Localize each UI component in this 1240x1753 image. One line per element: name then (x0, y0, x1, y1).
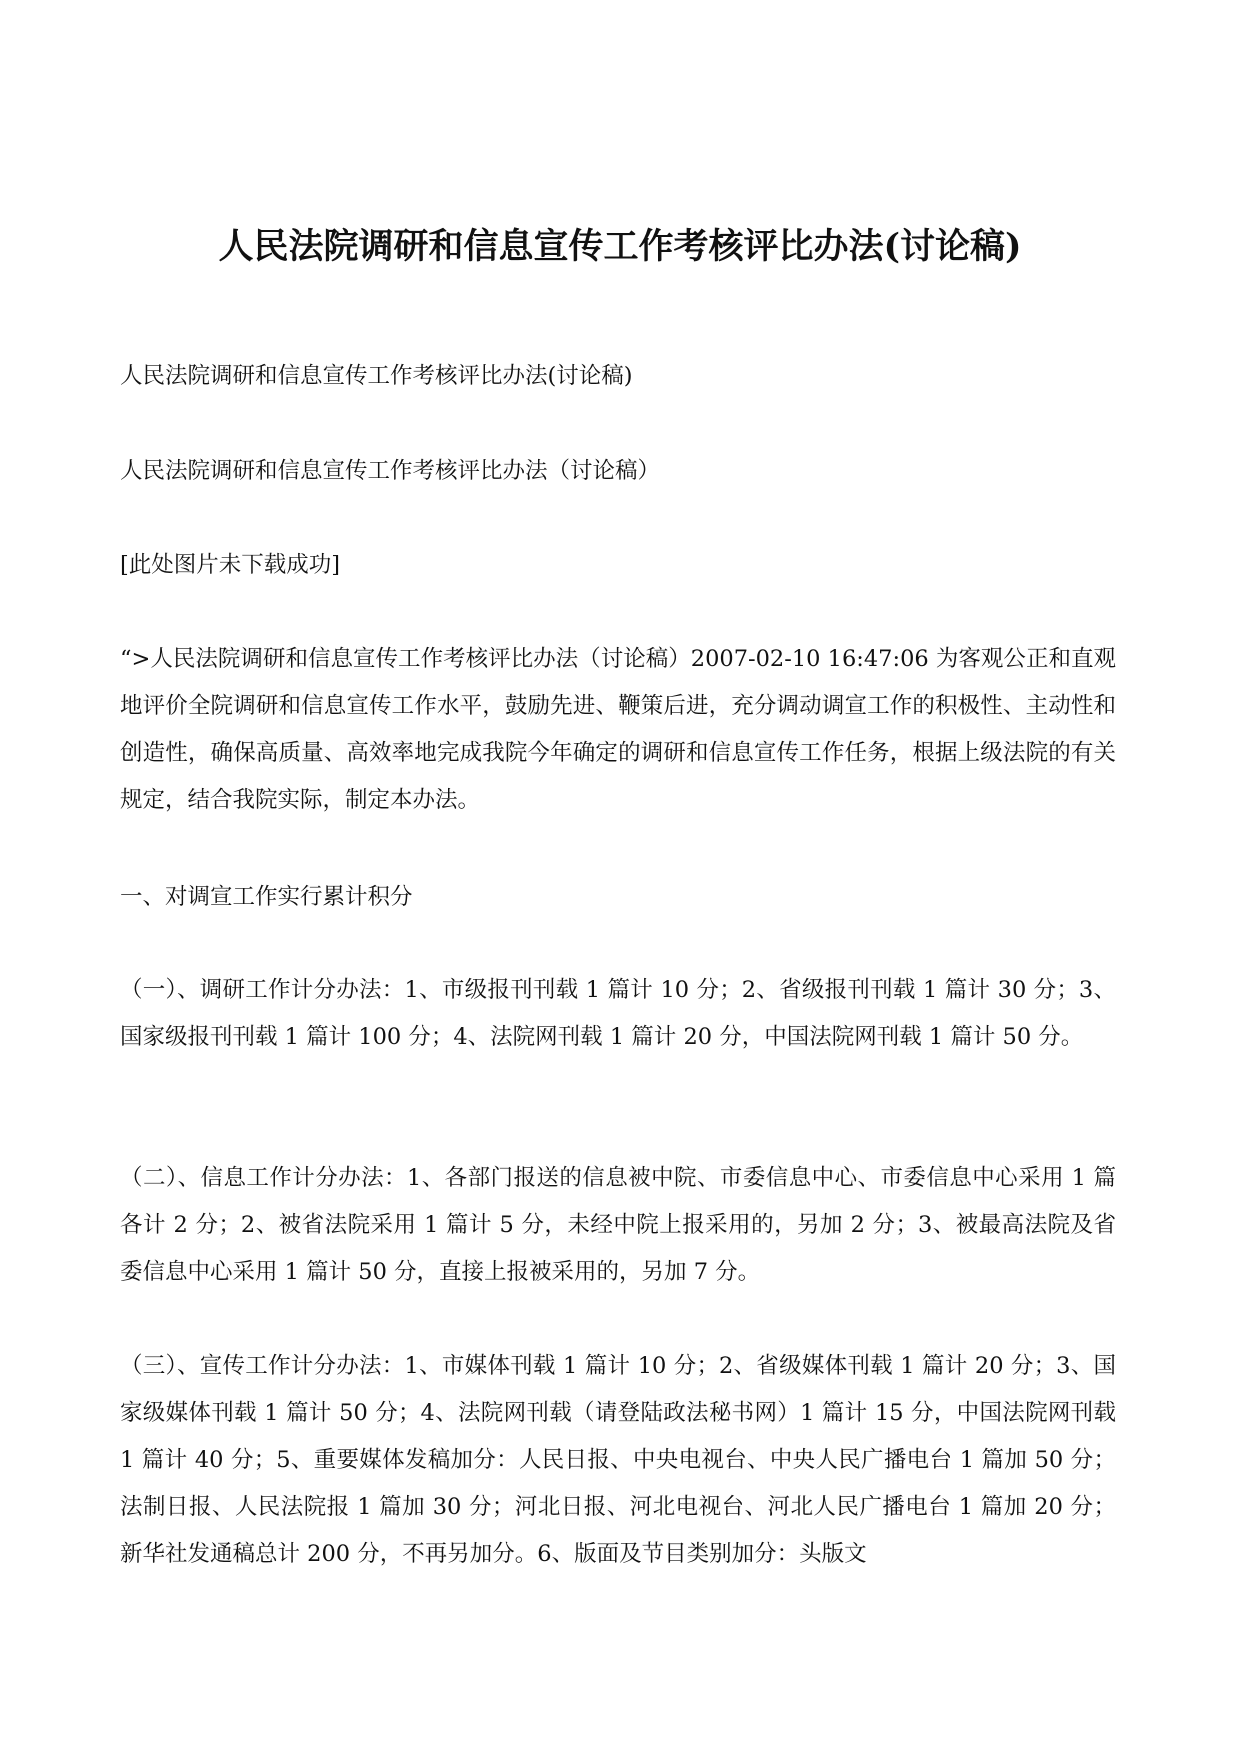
subtitle-line: 人民法院调研和信息宣传工作考核评比办法(讨论稿) (120, 363, 633, 389)
document-title: 人民法院调研和信息宣传工作考核评比办法(讨论稿) (218, 226, 1022, 267)
section-heading: 一、对调宣工作实行累计积分 (120, 884, 413, 910)
research-scoring-paragraph: （一）、调研工作计分办法：1、市级报刊刊载 1 篇计 10 分；2、省级报刊刊载 1 篇计 30 分；3、国家级报刊刊载 1 篇计 100 分；4、法院网刊载 1 篇计 20 分，中国法院网刊载 1 篇计 50 分。 (120, 977, 1116, 1050)
publicity-scoring-paragraph: （三）、宣传工作计分办法：1、市媒体刊载 1 篇计 10 分；2、省级媒体刊载 1 篇计 20 分；3、国家级媒体刊载 1 篇计 50 分；4、法院网刊载（请登陆政法秘书网）1 篇计 15 分，中国法院网刊载 1 篇计 40 分；5、重要媒体发稿加分：人民日报、中央电视台、中央人民广播电台 1 篇加 50 分；法制日报、人民法院报 1 篇加 30 分；河北日报、河北电视台、河北人民广播电台 1 篇加 20 分；新华社发通稿总计 200 分，不再另加分。6、版面及节目类别加分：头版文 (120, 1353, 1116, 1567)
image-placeholder-text: [此处图片未下载成功] (120, 552, 341, 578)
intro-paragraph: “>人民法院调研和信息宣传工作考核评比办法（讨论稿）2007-02-10 16:47:06 为客观公正和直观地评价全院调研和信息宣传工作水平，鼓励先进、鞭策后进，充分调动调宣工作的积极性、主动性和创造性，确保高质量、高效率地完成我院今年确定的调研和信息宣传工作任务，根据上级法院的有关规定，结合我院实际，制定本办法。 (120, 646, 1116, 813)
subtitle-line-alt: 人民法院调研和信息宣传工作考核评比办法（讨论稿） (120, 458, 661, 484)
information-scoring-paragraph: （二）、信息工作计分办法：1、各部门报送的信息被中院、市委信息中心、市委信息中心采用 1 篇各计 2 分；2、被省法院采用 1 篇计 5 分，未经中院上报采用的，另加 2 分；3、被最高法院及省委信息中心采用 1 篇计 50 分，直接上报被采用的，另加 7 分。 (120, 1165, 1116, 1285)
